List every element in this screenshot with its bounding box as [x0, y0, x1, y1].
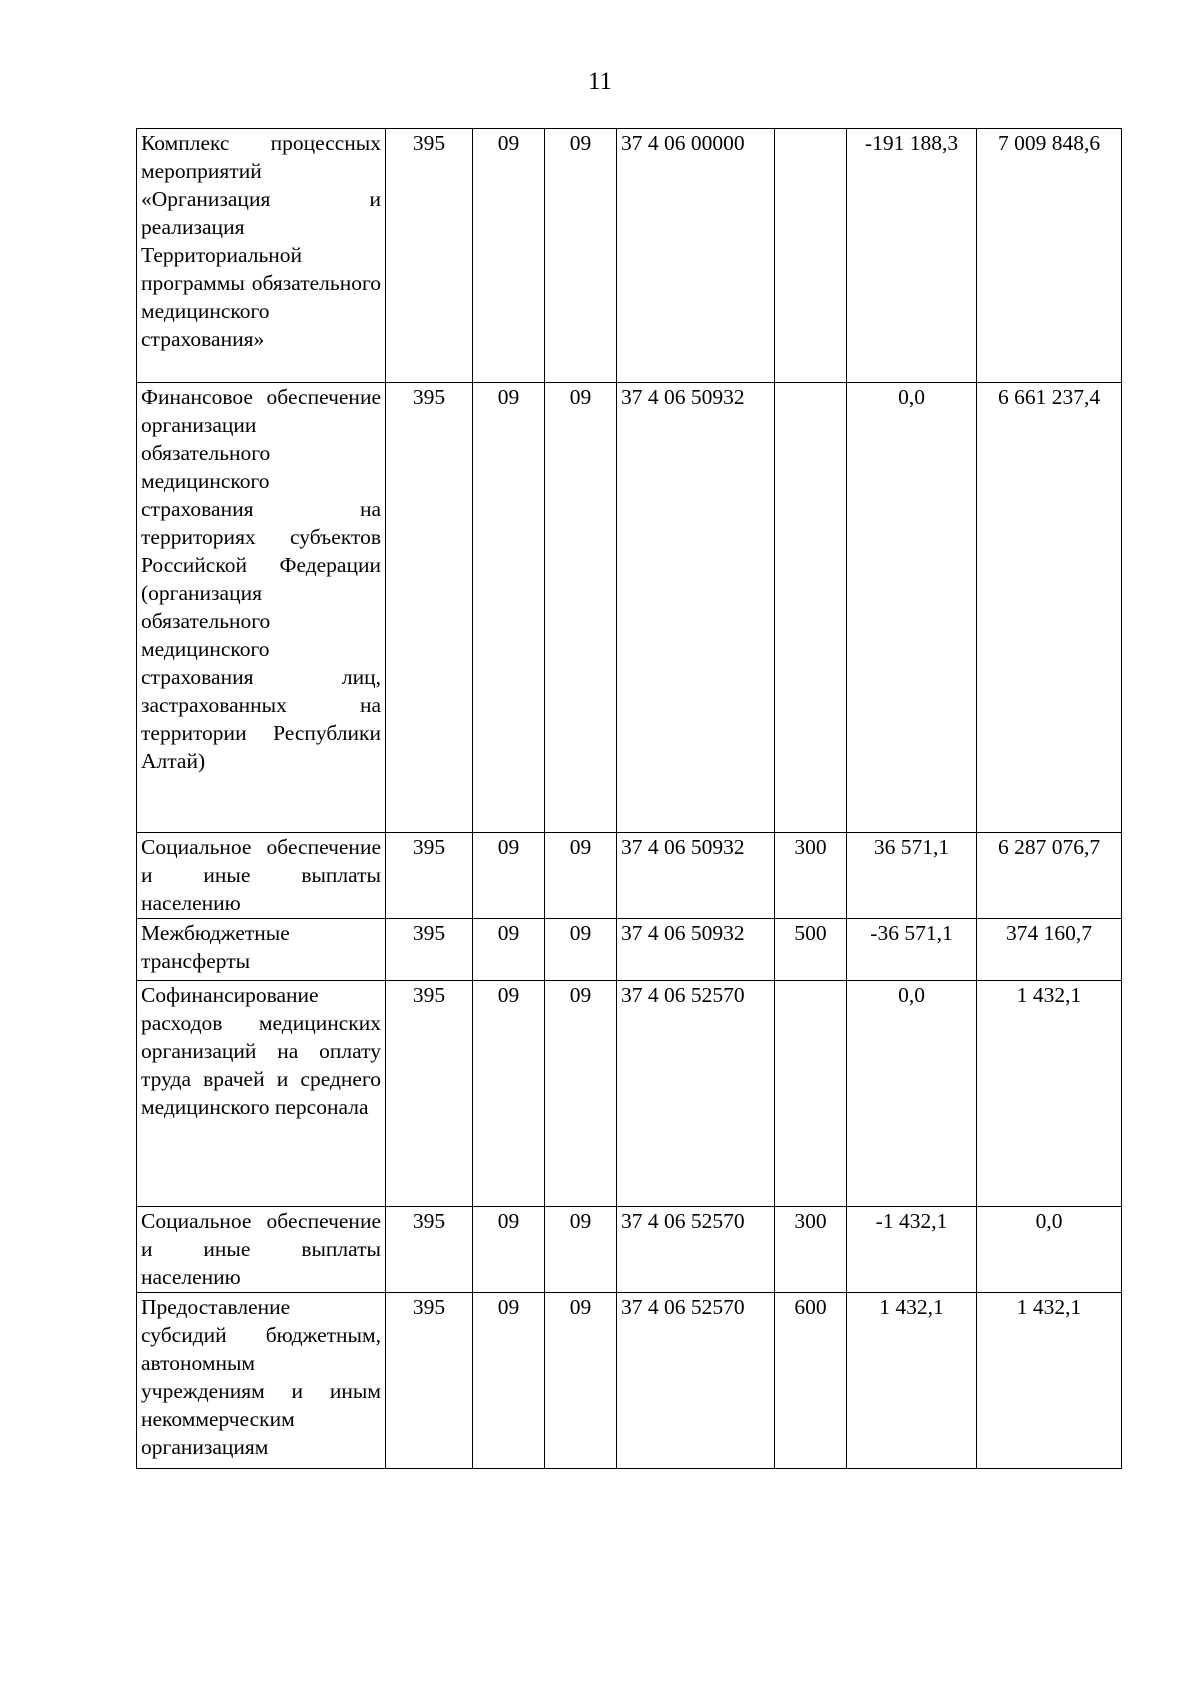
table-row: [137, 1293, 1122, 1469]
row-name-cell: Социальное обеспечение и иные выплаты населению: [137, 1207, 386, 1293]
total-amount-cell: 1 432,1: [977, 981, 1122, 1207]
change-amount-cell: 0,0: [847, 383, 977, 833]
ministry-code-cell: 395: [386, 1293, 473, 1469]
row-name-cell: Предоставление субсидий бюджетным, автономным учреждениям и иным некоммерческим организациям: [137, 1293, 386, 1469]
expense-type-cell: 600: [775, 1293, 847, 1469]
section-cell: 09: [473, 1293, 545, 1469]
budget-table: [136, 128, 1122, 1469]
change-amount-cell: -36 571,1: [847, 919, 977, 981]
target-article-cell: 37 4 06 50932: [617, 383, 775, 833]
subsection-cell: 09: [545, 1293, 617, 1469]
row-name-cell: Межбюджетные трансферты: [137, 919, 386, 981]
change-amount-cell: -1 432,1: [847, 1207, 977, 1293]
subsection-cell: 09: [545, 981, 617, 1207]
ministry-code-cell: 395: [386, 383, 473, 833]
row-name-cell: Комплекс процессных мероприятий «Организация и реализация Территориальной программы обязательного медицинского страхования»: [137, 129, 386, 383]
section-cell: 09: [473, 833, 545, 919]
target-article-cell: 37 4 06 52570: [617, 981, 775, 1207]
expense-type-cell: 300: [775, 833, 847, 919]
row-name-cell: Социальное обеспечение и иные выплаты населению: [137, 833, 386, 919]
change-amount-cell: -191 188,3: [847, 129, 977, 383]
total-amount-cell: 374 160,7: [977, 919, 1122, 981]
target-article-cell: 37 4 06 50932: [617, 833, 775, 919]
section-cell: 09: [473, 129, 545, 383]
expense-type-cell: 500: [775, 919, 847, 981]
total-amount-cell: 1 432,1: [977, 1293, 1122, 1469]
table-row: [137, 383, 1122, 833]
ministry-code-cell: 395: [386, 981, 473, 1207]
expense-type-cell: [775, 981, 847, 1207]
table-body: [137, 129, 1122, 1469]
total-amount-cell: 6 661 237,4: [977, 383, 1122, 833]
table-row: [137, 919, 1122, 981]
expense-type-cell: [775, 129, 847, 383]
target-article-cell: 37 4 06 52570: [617, 1207, 775, 1293]
target-article-cell: 37 4 06 52570: [617, 1293, 775, 1469]
expense-type-cell: 300: [775, 1207, 847, 1293]
ministry-code-cell: 395: [386, 833, 473, 919]
total-amount-cell: 7 009 848,6: [977, 129, 1122, 383]
row-name-cell: Софинансирование расходов медицинских организаций на оплату труда врачей и среднего медицинского персонала: [137, 981, 386, 1207]
table-row: [137, 833, 1122, 919]
change-amount-cell: 0,0: [847, 981, 977, 1207]
target-article-cell: 37 4 06 50932: [617, 919, 775, 981]
subsection-cell: 09: [545, 833, 617, 919]
row-name-cell: Финансовое обеспечение организации обязательного медицинского страхования на территориях субъектов Российской Федерации (организация обязательного медицинского страхования лиц, застрахованных на территории Республики Алтай): [137, 383, 386, 833]
ministry-code-cell: 395: [386, 919, 473, 981]
total-amount-cell: 6 287 076,7: [977, 833, 1122, 919]
subsection-cell: 09: [545, 129, 617, 383]
subsection-cell: 09: [545, 383, 617, 833]
page-number: 11: [587, 68, 613, 95]
subsection-cell: 09: [545, 1207, 617, 1293]
section-cell: 09: [473, 919, 545, 981]
target-article-cell: 37 4 06 00000: [617, 129, 775, 383]
section-cell: 09: [473, 1207, 545, 1293]
subsection-cell: 09: [545, 919, 617, 981]
table-row: [137, 981, 1122, 1207]
table-row: [137, 1207, 1122, 1293]
expense-type-cell: [775, 383, 847, 833]
table-row: [137, 129, 1122, 383]
total-amount-cell: 0,0: [977, 1207, 1122, 1293]
change-amount-cell: 36 571,1: [847, 833, 977, 919]
section-cell: 09: [473, 981, 545, 1207]
section-cell: 09: [473, 383, 545, 833]
change-amount-cell: 1 432,1: [847, 1293, 977, 1469]
ministry-code-cell: 395: [386, 129, 473, 383]
ministry-code-cell: 395: [386, 1207, 473, 1293]
